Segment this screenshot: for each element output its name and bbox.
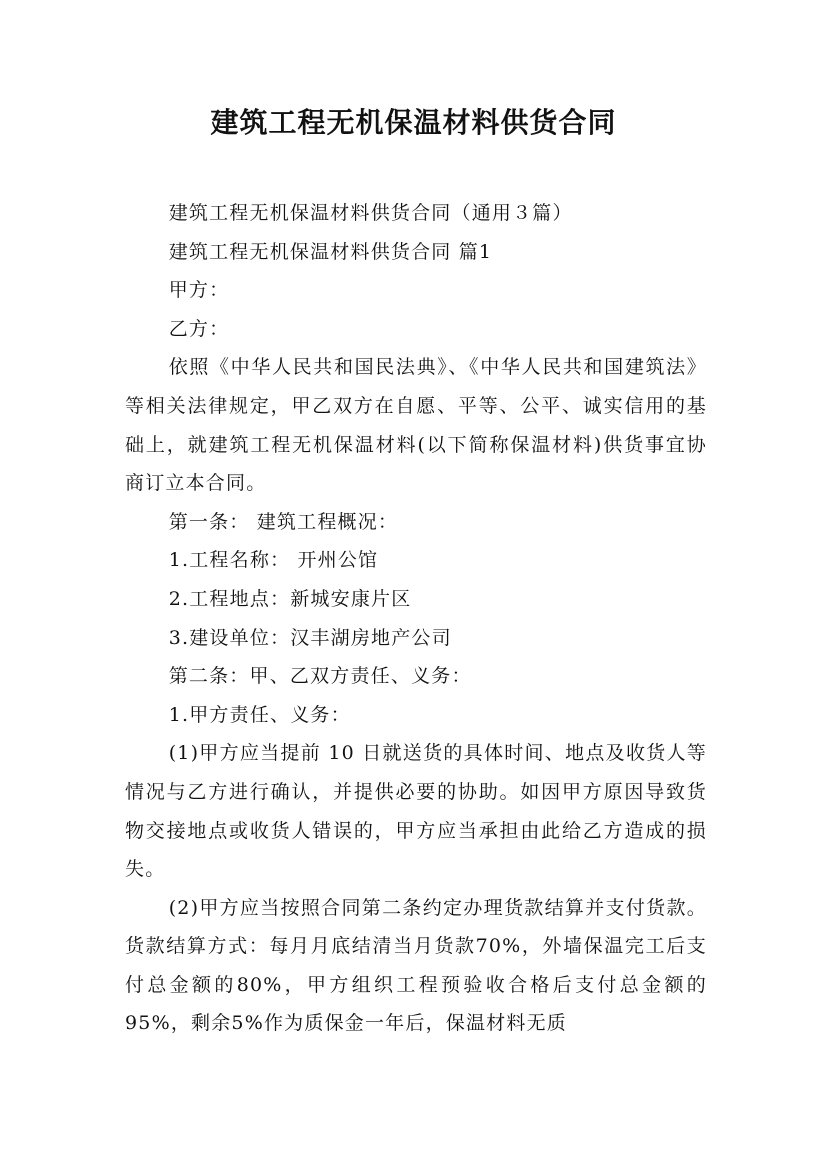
paragraph-party-a: 甲方： — [168, 279, 230, 302]
paragraph-project-location: 2.工程地点：新城安康片区 — [168, 587, 412, 610]
paragraph-clause-2: (2)甲方应当按照合同第二条约定办理货款结算并支付货款。货款结算方式：每月月底结清当月货款70%，外墙保温完工后支付总金额的80%，甲方组织工程预验收合格后支付总金额的95%，剩余5%作为质保金一年后，保温材料无质 — [125, 896, 707, 1035]
paragraph-subtitle: 建筑工程无机保温材料供货合同（通用３篇） — [168, 202, 573, 224]
document-title: 建筑工程无机保温材料供货合同 — [210, 106, 617, 139]
paragraph-article-2: 第二条：甲、乙双方责任、义务： — [168, 665, 472, 688]
paragraph-preamble: 依照《中华人民共和国民法典》、《中华人民共和国建筑法》等相关法律规定，甲乙双方在自愿、平等、公平、诚实信用的基础上，就建筑工程无机保温材料(以下简称保温材料)供货事宜协商订立本合同。 — [125, 356, 707, 495]
paragraph-party-a-duties: 1.甲方责任、义务： — [168, 703, 351, 726]
paragraph-project-name: 1.工程名称： 开州公馆 — [168, 549, 379, 572]
paragraph-party-b: 乙方： — [168, 317, 230, 340]
document-body — [125, 194, 707, 1043]
paragraph-construction-unit: 3.建设单位：汉丰湖房地产公司 — [168, 626, 452, 649]
paragraph-part-heading: 建筑工程无机保温材料供货合同 篇1 — [168, 240, 493, 263]
paragraph-clause-1: (1)甲方应当提前 10 日就送货的具体时间、地点及收货人等情况与乙方进行确认，并提供必要的协助。如因甲方原因导致货物交接地点或收货人错误的，甲方应当承担由此给乙方造成的损失。 — [125, 742, 707, 881]
paragraph-article-1: 第一条： 建筑工程概况： — [168, 510, 399, 533]
